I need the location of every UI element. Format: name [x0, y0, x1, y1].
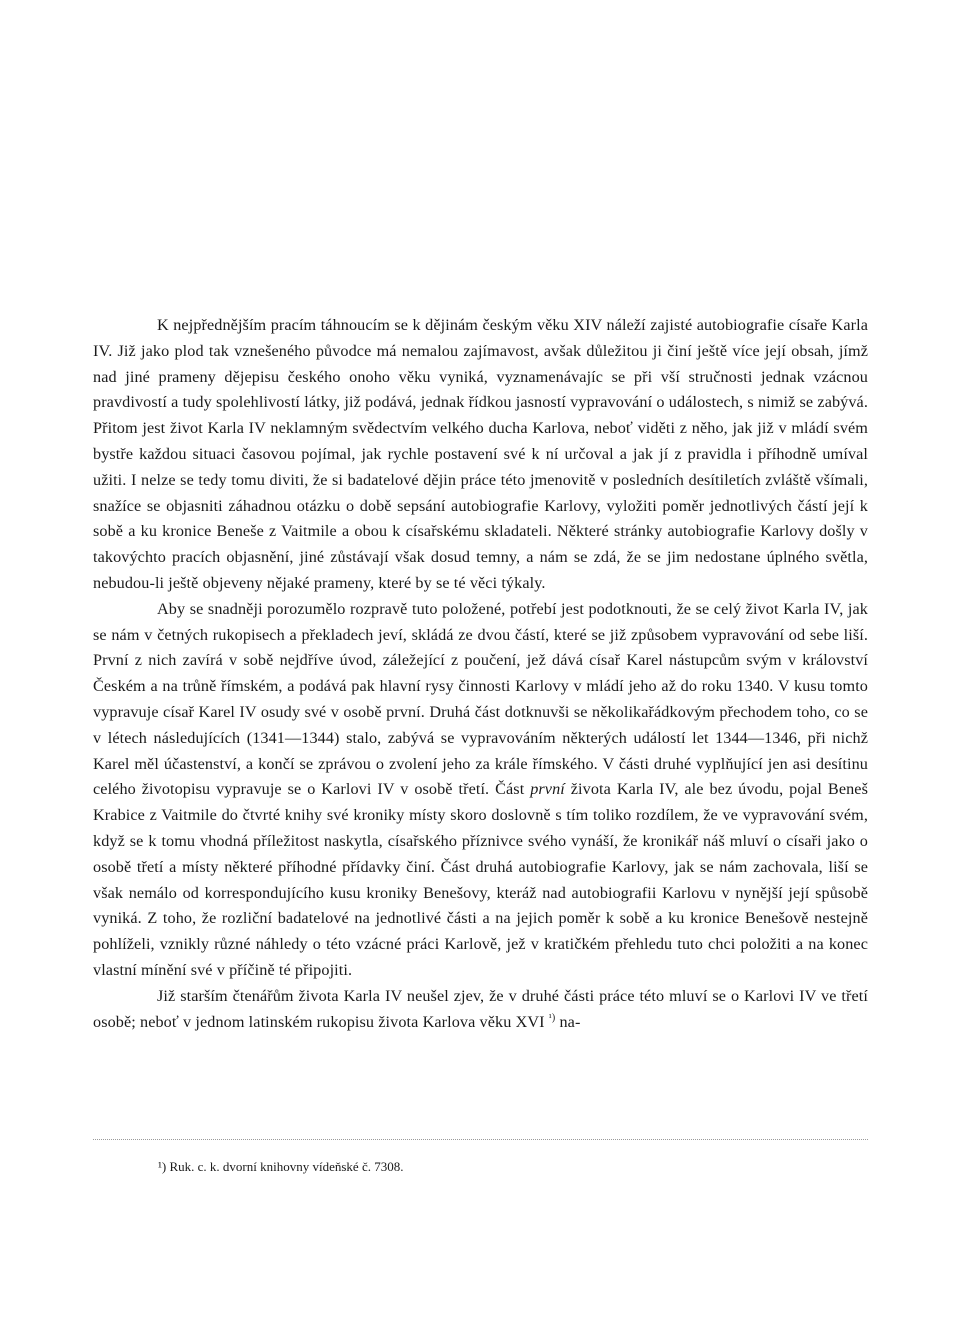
paragraph-3	[93, 984, 868, 1036]
footnote-text: Ruk. c. k. dvorní knihovny vídeňské č. 7308.	[169, 1159, 404, 1174]
footnote-divider	[93, 1139, 868, 1140]
footnote-reference: ¹)	[548, 1012, 556, 1024]
paragraph-1-text: K nejpřednějším pracím táhnoucím se k dějinám českým věku XIV náleží zajisté autobiografie císaře Karla IV. Již jako plod tak vznešeného původce má nemalou zajímavost, avšak důležitou ji činí ještě více její obsah, jímž nad jiné prameny dějepisu českého onoho věku vyniká, vyznamenávajíc se při vší stručnosti jednak vzácnou pravdivostí a tudy spolehlivostí látky, již podává, jednak řídkou jasností vypravování o událostech, s nimiž se zabývá. Přitom jest život Karla IV neklamným svědectvím velkého ducha Karlova, neboť viděti z něho, jak již v mládí svém bystře každou situaci časovou pojímal, jak rychle postavení své k ní určoval a jak jí z pravidla i příhodně umíval užiti. I nelze se tedy tomu diviti, že si badatelové dějin práce této jmenovitě v posledních desítiletích zvláště všímali, snažíce se objasniti záhadnou otázku o době sepsání autobiografie Karlovy, vyložiti poměr jednotlivých částí její k sobě a ku kronice Beneše z Vaitmile a obou k císařskému skladateli. Některé stránky autobiografie Karlovy došly v takovýchto pracích objasnění, jiné zůstávají však dosud temny, a nám se zdá, že se jim nedostane úplného světla, nebudou-li ještě objeveny nějaké prameny, které by se té věci týkaly.	[93, 316, 868, 592]
paragraph-2	[93, 597, 868, 984]
paragraph-3-text-b: na-	[555, 1012, 581, 1031]
paragraph-2-text-a: Aby se snadněji porozumělo rozpravě tuto položené, potřebí jest podotknouti, že se celý život Karla IV, jak se nám v četných rukopisech a překladech jeví, skládá ze dvou částí, které se již způsobem vypravování od sebe liší. První z nich zavírá v sobě nejdříve úvod, záležející z poučení, jež dává císař Karel nástupcům svým v království Českém a na trůně římském, a podává pak hlavní rysy činnosti Karlovy v mládí jeho až do roku 1340. V kusu tomto vypravuje císař Karel IV osudy své v osobě první. Druhá část dotknuvši se několikařádkovým přechodem toho, co se v létech následujících (1341—1344) stalo, zabývá se vypravováním některých událostí let 1344—1346, při nichž Karel měl účastenství, a končí se zprávou o zvolení jeho za krále římského. V části druhé vyplňující jen asi desítinu celého životopisu vypravuje se o Karlovi IV v osobě třetí. Část	[93, 599, 868, 799]
footnote-marker: ¹)	[158, 1159, 167, 1174]
body-text	[93, 313, 868, 1035]
paragraph-1	[93, 313, 868, 597]
paragraph-2-italic-word: první	[530, 780, 565, 799]
paragraph-2-text-b: života Karla IV, ale bez úvodu, pojal Beneš Krabice z Vaitmile do čtvrté knihy své kroniky místy skoro doslovně s tím toliko rozdílem, že ve vypravování svém, když se k tomu vhodná příležitost naskytla, císařského příznivce svého vynáší, že kronikář náš mluví o císaři jako o osobě třetí a místy některé příhodné přídavky činí. Část druhá autobiografie Karlovy, jak se nám zachovala, liší se však nemálo od korrespondujícího kusu kroniky Benešovy, kteráž nad autobiografii Karlovu v nynější její spůsobě vyniká. Z toho, že rozliční badatelové na jednotlivé části a na jejich poměr k sobě a ku kronice Benešově nestejně pohlíželi, vznikly různé náhledy o této vzácné práci Karlově, jež v kratičkém přehledu tuto chci položiti a na konec vlastní mínění své v příčině té připojiti.	[93, 780, 868, 979]
footnote	[158, 1158, 858, 1176]
paragraph-3-text-a: Již starším čtenářům života Karla IV neušel zjev, že v druhé části práce této mluví se o Karlovi IV ve třetí osobě; neboť v jednom latinském rukopisu života Karlova věku XVI	[93, 986, 868, 1031]
